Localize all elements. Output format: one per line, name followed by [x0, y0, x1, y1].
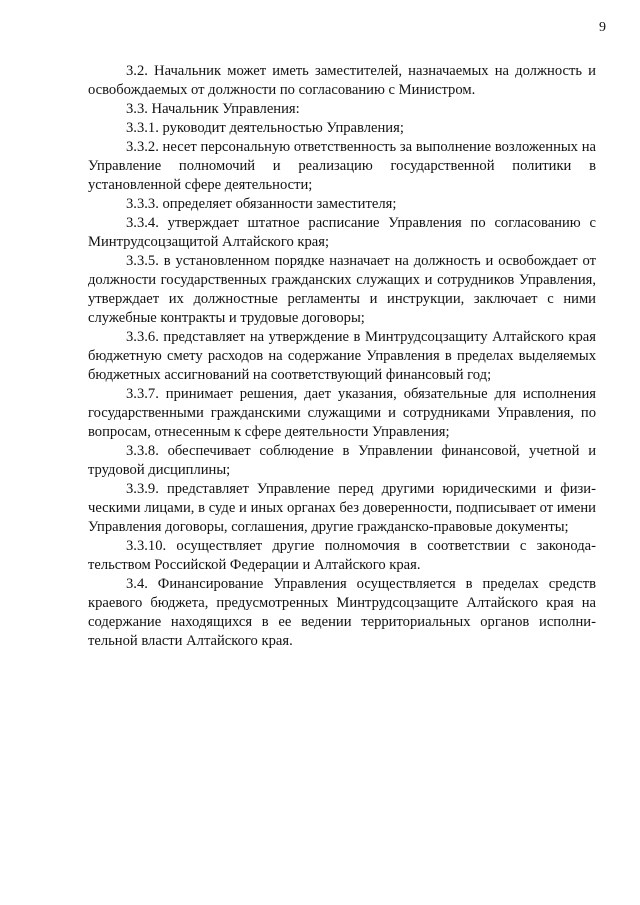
paragraph-3-3: 3.3. Начальник Управления:	[126, 101, 300, 117]
page-number: 9	[599, 20, 606, 35]
paragraph-3-4: 3.4. Финансирование Управления осуществляется в пределах средств краевого бюджета, предусмотренных Минтрудсоцзащите Алтайского края на содержание находящихся в ее ведении территориальных органов исполнительной власти Алтайского края.	[88, 576, 596, 649]
paragraph-3-3-1: 3.3.1. руководит деятельностью Управления;	[126, 120, 404, 136]
paragraph-3-3-9: 3.3.9. представляет Управление перед другими юридическими и физическими лицами, в суде и иных органах без доверенности, подписывает от имени Управления договоры, соглашения, другие гражданско-правовые документы;	[88, 481, 596, 535]
paragraph-3-3-4: 3.3.4. утверждает штатное расписание Управления по согласованию с Минтрудсоцзащитой Алтайского края;	[88, 215, 596, 250]
paragraph-3-3-10: 3.3.10. осуществляет другие полномочия в соответствии с законодательством Российской Федерации и Алтайского края.	[88, 538, 596, 573]
paragraph-3-2: 3.2. Начальник может иметь заместителей, назначаемых на должность и освобождаемых от должности по согласованию с Министром.	[88, 63, 596, 98]
paragraph-3-3-7: 3.3.7. принимает решения, дает указания, обязательные для исполнения государственными гражданскими служащими и сотрудниками Управления, по вопросам, отнесенным к сфере деятельности Управления;	[88, 386, 596, 440]
paragraph-3-3-2: 3.3.2. несет персональную ответственность за выполнение возложенных на Управление полномочий и реализацию государственной политики в установленной сфере деятельности;	[88, 139, 596, 193]
paragraph-3-3-3: 3.3.3. определяет обязанности заместителя;	[126, 196, 397, 212]
paragraph-3-3-8: 3.3.8. обеспечивает соблюдение в Управлении финансовой, учетной и трудовой дисциплины;	[88, 443, 596, 478]
paragraph-3-3-6: 3.3.6. представляет на утверждение в Минтрудсоцзащиту Алтайского края бюджетную смету расходов на содержание Управления в пределах выделяемых бюджетных ассигнований на соответствующий финансовый год;	[88, 329, 596, 383]
paragraph-3-3-5: 3.3.5. в установленном порядке назначает на должность и освобождает от должности государственных гражданских служащих и сотрудников Управления, утверждает их должностные регламенты и инструкции, заключает с ними служебные контракты и трудовые договоры;	[88, 253, 596, 326]
document-body	[88, 62, 596, 651]
